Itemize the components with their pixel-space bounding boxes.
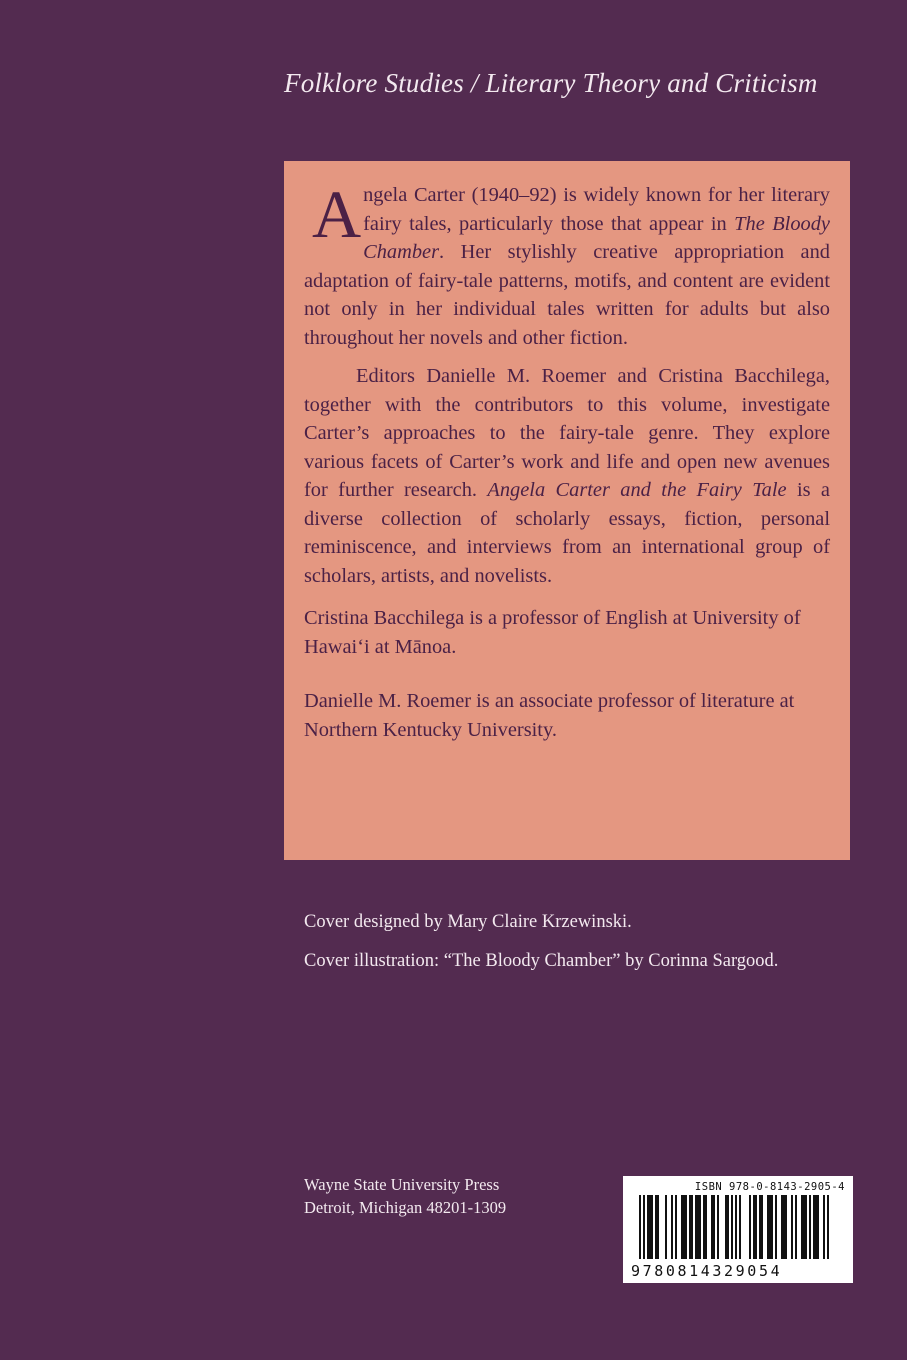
barcode-bar: [643, 1195, 645, 1259]
barcode-bar: [705, 1195, 707, 1259]
barcode-bar: [717, 1195, 719, 1259]
barcode-bar: [735, 1195, 737, 1259]
paragraph-1-text-end: . Her stylishly creative appropriation and adaptation of fairy-tale patterns, motifs, and content are evident not only in her individual tales written for adults but also throughout her novels and other fiction.: [304, 241, 830, 349]
publisher-name: Wayne State University Press: [304, 1175, 500, 1194]
isbn-barcode: [623, 1176, 853, 1283]
cover-illustration-credit: Cover illustration: “The Bloody Chamber” by Corinna Sargood.: [304, 951, 779, 971]
barcode-bar: [711, 1195, 713, 1259]
publisher-address: Detroit, Michigan 48201-1309: [304, 1198, 507, 1217]
book-title-bloody-chamber: The Bloody Chamber: [363, 212, 830, 263]
barcode-bar: [749, 1195, 751, 1259]
barcode-bar: [675, 1195, 677, 1259]
editor-bio-roemer: Danielle M. Roemer is an associate professor of literature at Northern Kentucky University.: [304, 690, 795, 741]
paragraph-2-text-end: is a diverse collection of scholarly essays, fiction, personal reminiscence, and interviews from an international group of scholars, artists, and novelists.: [304, 479, 830, 587]
barcode-bar: [805, 1195, 807, 1259]
barcode-bar: [801, 1195, 803, 1259]
paragraph-1-text-start: ngela Carter (1940–92) is widely known for her literary fairy tales, particularly those that appear in: [363, 184, 830, 235]
barcode-bar: [651, 1195, 653, 1259]
barcode-digits: 9780814329054: [631, 1262, 783, 1280]
barcode-bar: [785, 1195, 787, 1259]
barcode-bar: [813, 1195, 815, 1259]
barcode-bar: [823, 1195, 825, 1259]
description-paragraph-2: [304, 362, 830, 590]
barcode-bar: [767, 1195, 769, 1259]
barcode-bar: [649, 1195, 651, 1259]
subject-category: Folklore Studies / Literary Theory and Criticism: [284, 68, 818, 98]
paragraph-2-text-start: Editors Danielle M. Roemer and Cristina Bacchilega, together with the contributors to this volume, investigate Carter’s approaches to the fairy-tale genre. They explore various facets of Carter’s work and life and open new avenues for further research.: [304, 365, 830, 501]
barcode-bar: [809, 1195, 811, 1259]
barcode-bar: [727, 1195, 729, 1259]
book-title-angela-carter: Angela Carter and the Fairy Tale: [487, 479, 787, 501]
barcode-bar: [703, 1195, 705, 1259]
barcode-bar: [725, 1195, 727, 1259]
barcode-bars: [631, 1195, 845, 1261]
barcode-bar: [671, 1195, 673, 1259]
barcode-bar: [815, 1195, 817, 1259]
barcode-bar: [769, 1195, 771, 1259]
barcode-bar: [699, 1195, 701, 1259]
barcode-bar: [691, 1195, 693, 1259]
barcode-bar: [697, 1195, 699, 1259]
drop-cap: A: [312, 176, 362, 252]
cover-designer-credit: Cover designed by Mary Claire Krzewinski.: [304, 912, 632, 932]
isbn-label: ISBN 978-0-8143-2905-4: [694, 1181, 845, 1193]
description-paragraph-1: [304, 176, 830, 352]
barcode-bar: [657, 1195, 659, 1259]
barcode-bar: [739, 1195, 741, 1259]
barcode-bar: [781, 1195, 783, 1259]
barcode-bar: [685, 1195, 687, 1259]
cover-credits: [304, 903, 864, 981]
barcode-bar: [681, 1195, 683, 1259]
barcode-bar: [647, 1195, 649, 1259]
barcode-bar: [759, 1195, 761, 1259]
barcode-bar: [695, 1195, 697, 1259]
barcode-bar: [665, 1195, 667, 1259]
barcode-bar: [803, 1195, 805, 1259]
barcode-bar: [817, 1195, 819, 1259]
barcode-bar: [639, 1195, 641, 1259]
barcode-bar: [771, 1195, 773, 1259]
barcode-bar: [775, 1195, 777, 1259]
barcode-bar: [753, 1195, 755, 1259]
description-panel: [284, 161, 850, 860]
barcode-bar: [655, 1195, 657, 1259]
barcode-bar: [761, 1195, 763, 1259]
barcode-bar: [731, 1195, 733, 1259]
editor-bio-bacchilega: Cristina Bacchilega is a professor of English at University of Hawai‘i at Mānoa.: [304, 607, 801, 658]
barcode-bar: [755, 1195, 757, 1259]
barcode-bar: [689, 1195, 691, 1259]
barcode-bar: [683, 1195, 685, 1259]
barcode-bar: [827, 1195, 829, 1259]
barcode-bar: [783, 1195, 785, 1259]
publisher-block: [304, 1173, 604, 1219]
barcode-bar: [795, 1195, 797, 1259]
barcode-bar: [791, 1195, 793, 1259]
barcode-bar: [713, 1195, 715, 1259]
